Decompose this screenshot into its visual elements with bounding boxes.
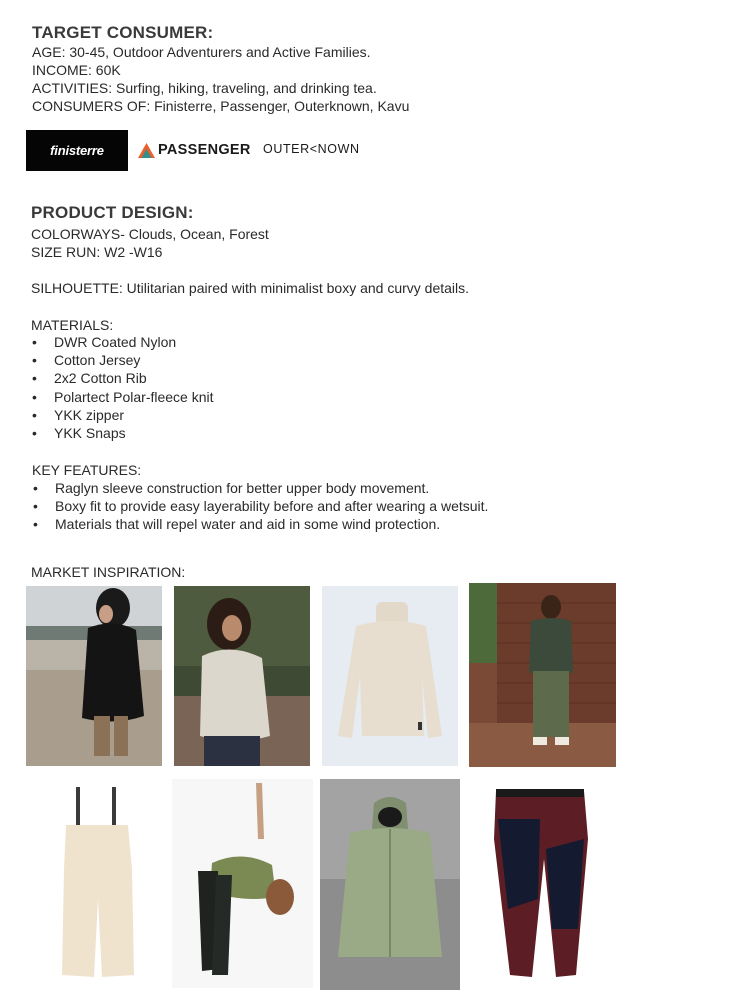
photo-green-rain-jacket — [320, 779, 460, 990]
target-income: INCOME: 60K — [32, 62, 121, 78]
photo-knit-sweater-woman — [174, 586, 310, 766]
list-item: • DWR Coated Nylon — [30, 333, 214, 351]
list-item: • YKK Snaps — [30, 424, 214, 442]
features-list — [31, 479, 488, 534]
market-inspiration-label: MARKET INSPIRATION: — [31, 564, 186, 580]
photo-turtleneck-sweater — [322, 586, 458, 766]
list-item: • 2x2 Cotton Rib — [30, 369, 214, 387]
target-consumers-of: CONSUMERS OF: Finisterre, Passenger, Outerknown, Kavu — [32, 98, 410, 114]
target-age: AGE: 30-45, Outdoor Adventurers and Active Families. — [32, 44, 371, 60]
list-item: • YKK zipper — [30, 406, 214, 424]
finisterre-logo-text: finisterre — [50, 143, 104, 158]
passenger-mountain-icon — [138, 143, 155, 158]
list-item: • Polartect Polar-fleece knit — [30, 388, 214, 406]
target-activities: ACTIVITIES: Surfing, hiking, traveling, and drinking tea. — [32, 80, 377, 96]
passenger-logo — [138, 140, 251, 160]
materials-list — [30, 333, 214, 442]
passenger-logo-text: PASSENGER — [158, 142, 251, 158]
outerknown-logo: OUTER<NOWN — [263, 142, 360, 156]
colorways: COLORWAYS- Clouds, Ocean, Forest — [31, 226, 269, 242]
silhouette: SILHOUETTE: Utilitarian paired with minimalist boxy and curvy details. — [31, 280, 470, 296]
photo-stretching-woman — [172, 779, 313, 988]
size-run: SIZE RUN: W2 -W16 — [31, 244, 163, 260]
photo-woman-wood-wall — [469, 583, 616, 767]
target-consumer-heading: TARGET CONSUMER: — [32, 23, 214, 42]
photo-cream-overalls — [30, 779, 164, 987]
list-item: • Materials that will repel water and aid in some wind protection. — [31, 515, 488, 533]
photo-fleece-pants — [468, 779, 616, 989]
list-item: • Raglyn sleeve construction for better upper body movement. — [31, 479, 488, 497]
photo-black-puffer-coat — [26, 586, 162, 766]
list-item: • Boxy fit to provide easy layerability before and after wearing a wetsuit. — [31, 497, 488, 515]
materials-label: MATERIALS: — [31, 317, 114, 333]
list-item: • Cotton Jersey — [30, 351, 214, 369]
key-features-label: KEY FEATURES: — [32, 462, 142, 478]
finisterre-logo — [26, 130, 128, 171]
product-design-heading: PRODUCT DESIGN: — [31, 203, 194, 222]
